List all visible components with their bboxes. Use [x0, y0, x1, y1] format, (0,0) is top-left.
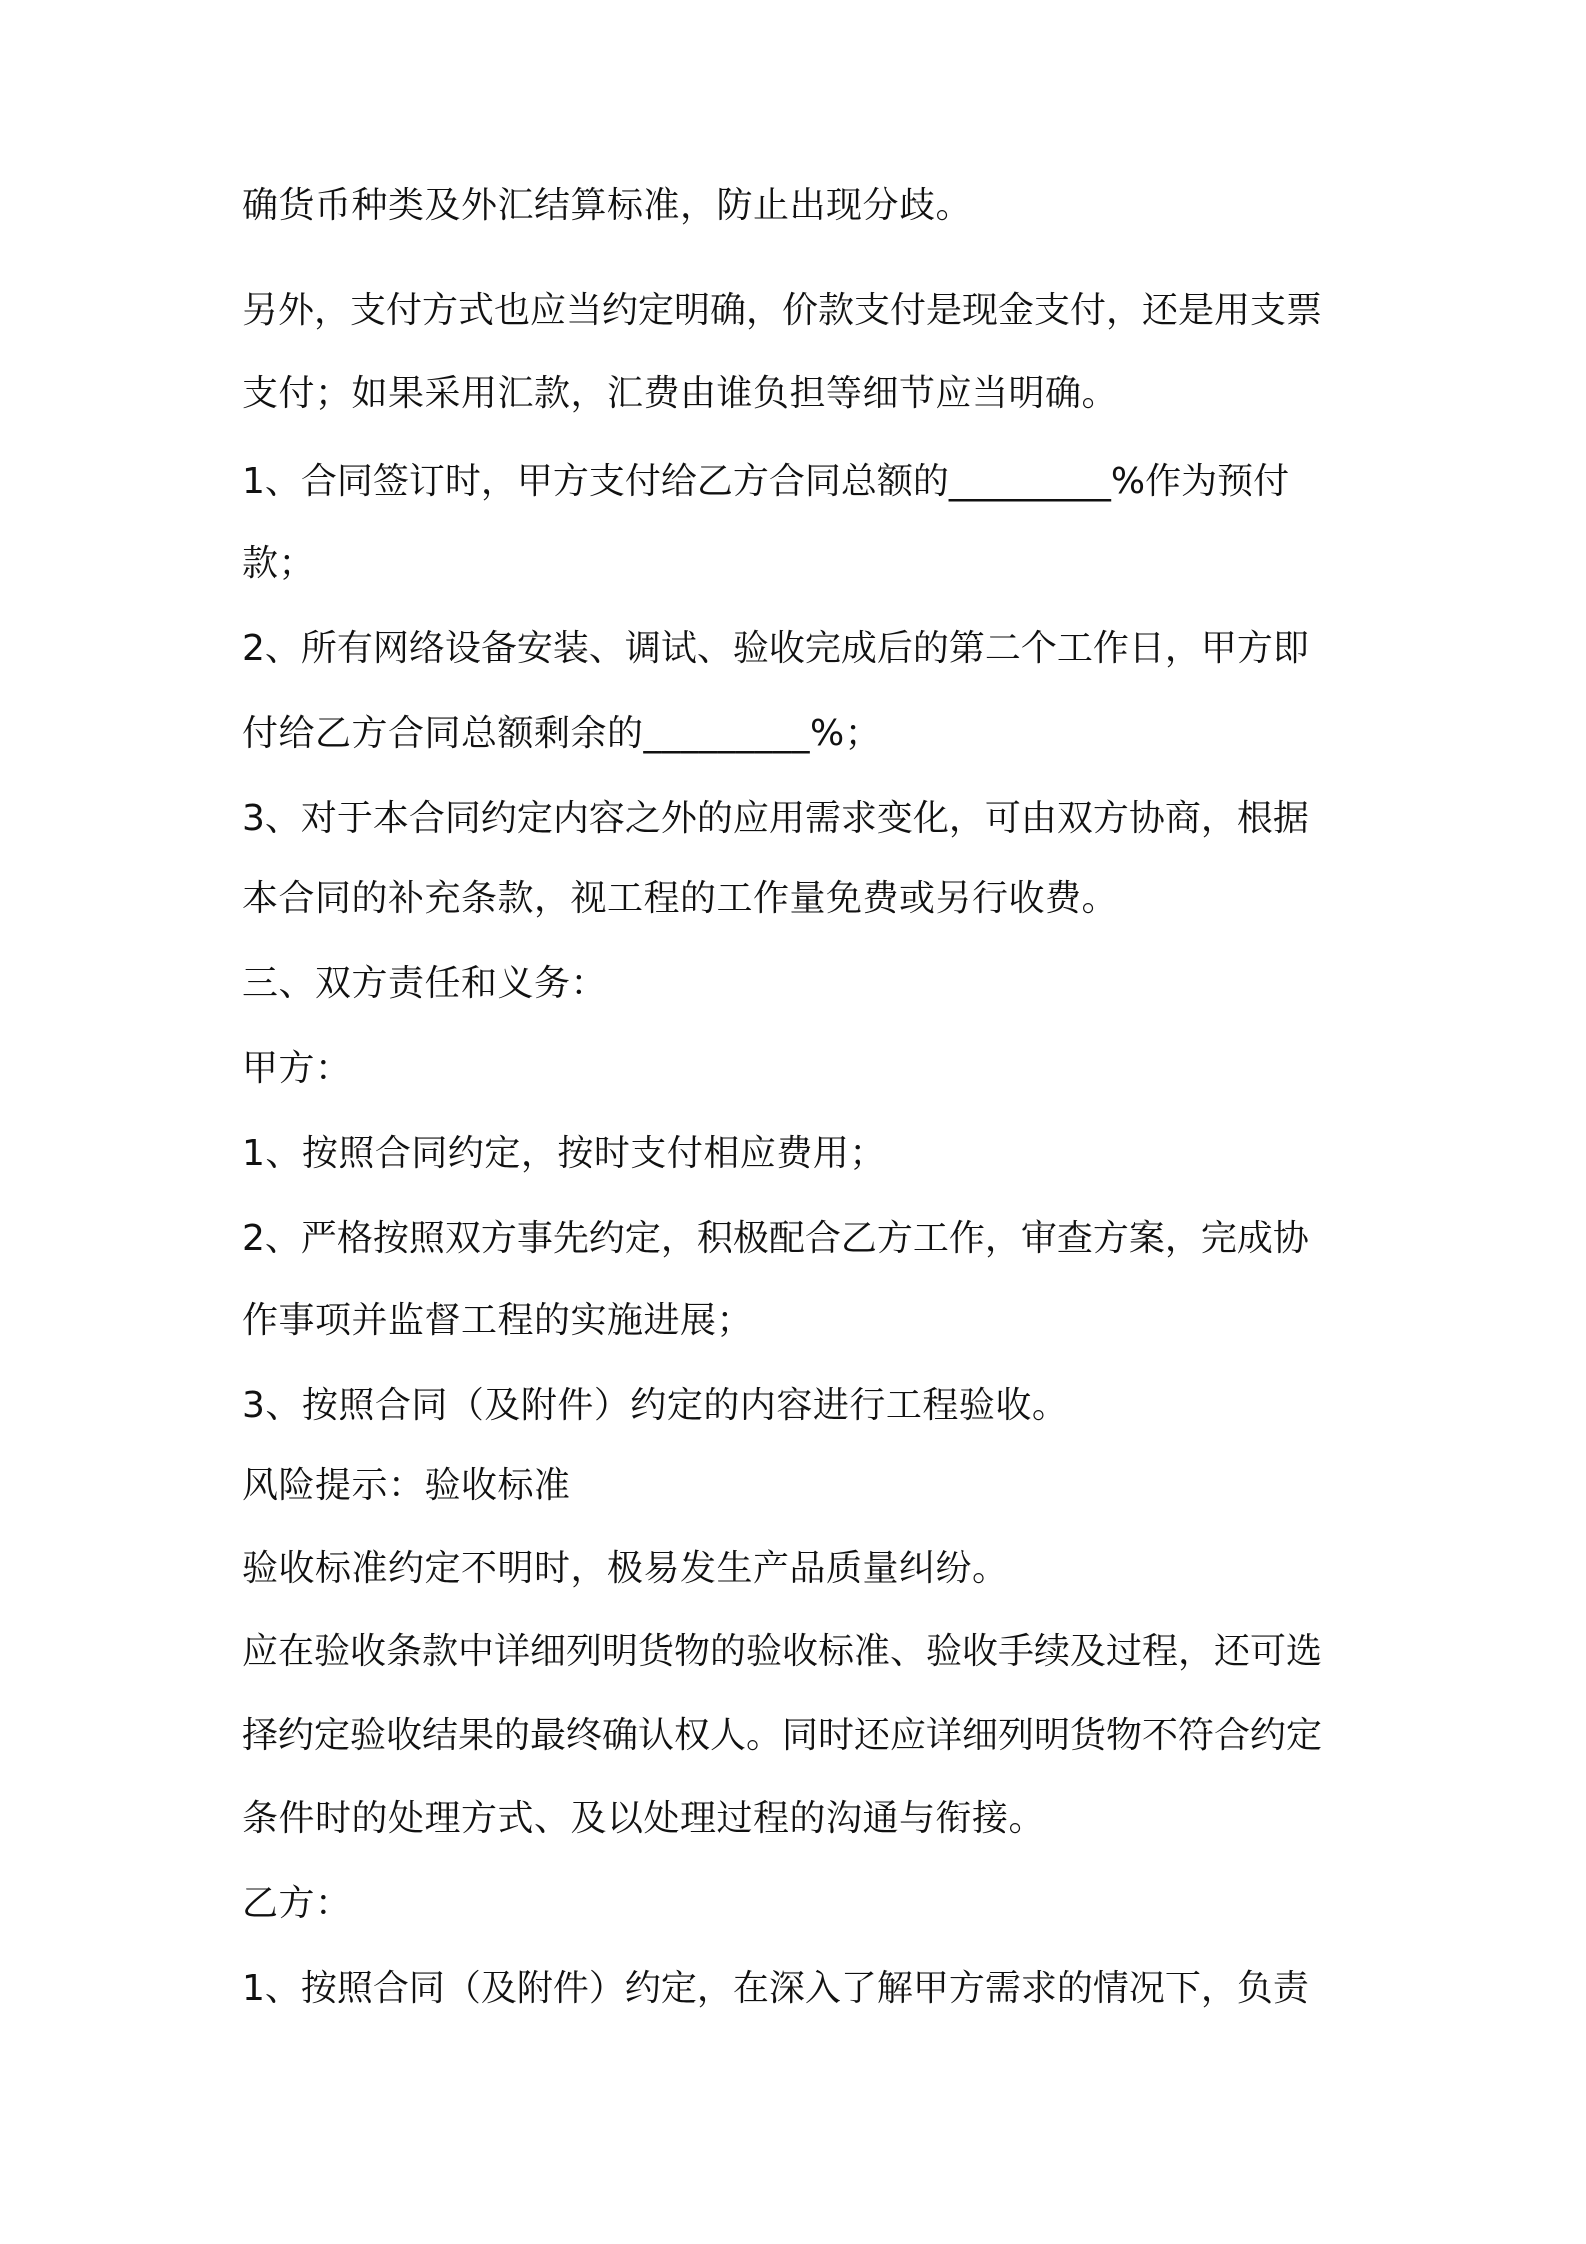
section-heading: 三、双方责任和义务： — [242, 963, 608, 1004]
party-heading: 甲方： — [242, 1048, 352, 1089]
text-line: 择约定验收结果的最终确认权人。同时还应详细列明货物不符合约定 — [242, 1715, 1323, 1756]
text-line: 本合同的补充条款，视工程的工作量免费或另行收费。 — [242, 878, 1119, 919]
risk-heading: 风险提示：验收标准 — [242, 1465, 571, 1506]
text-line: 应在验收条款中详细列明货物的验收标准、验收手续及过程，还可选 — [242, 1631, 1323, 1672]
text-line: 支付；如果采用汇款，汇费由谁负担等细节应当明确。 — [242, 373, 1119, 414]
text-line: 1、按照合同（及附件）约定，在深入了解甲方需求的情况下，负责 — [242, 1968, 1309, 2009]
text-line: 2、严格按照双方事先约定，积极配合乙方工作，审查方案，完成协 — [242, 1218, 1309, 1259]
text-line: 验收标准约定不明时，极易发生产品质量纠纷。 — [242, 1548, 1009, 1589]
party-heading: 乙方： — [242, 1883, 352, 1924]
text-line: 作事项并监督工程的实施进展； — [242, 1300, 754, 1341]
text-line: 条件时的处理方式、及以处理过程的沟通与衔接。 — [242, 1798, 1046, 1839]
text-line: 3、按照合同（及附件）约定的内容进行工程验收。 — [242, 1385, 1069, 1426]
text-line: 款； — [242, 543, 316, 584]
text-line: 3、对于本合同约定内容之外的应用需求变化，可由双方协商，根据 — [242, 798, 1309, 839]
text-line: 付给乙方合同总额剩余的_________%； — [242, 713, 882, 754]
text-line: 1、按照合同约定，按时支付相应费用； — [242, 1133, 886, 1174]
text-line: 另外，支付方式也应当约定明确，价款支付是现金支付，还是用支票 — [242, 290, 1323, 331]
text-line: 确货币种类及外汇结算标准，防止出现分歧。 — [242, 185, 973, 226]
text-line: 1、合同签订时，甲方支付给乙方合同总额的_________%作为预付 — [242, 461, 1290, 502]
text-line: 2、所有网络设备安装、调试、验收完成后的第二个工作日，甲方即 — [242, 628, 1309, 669]
